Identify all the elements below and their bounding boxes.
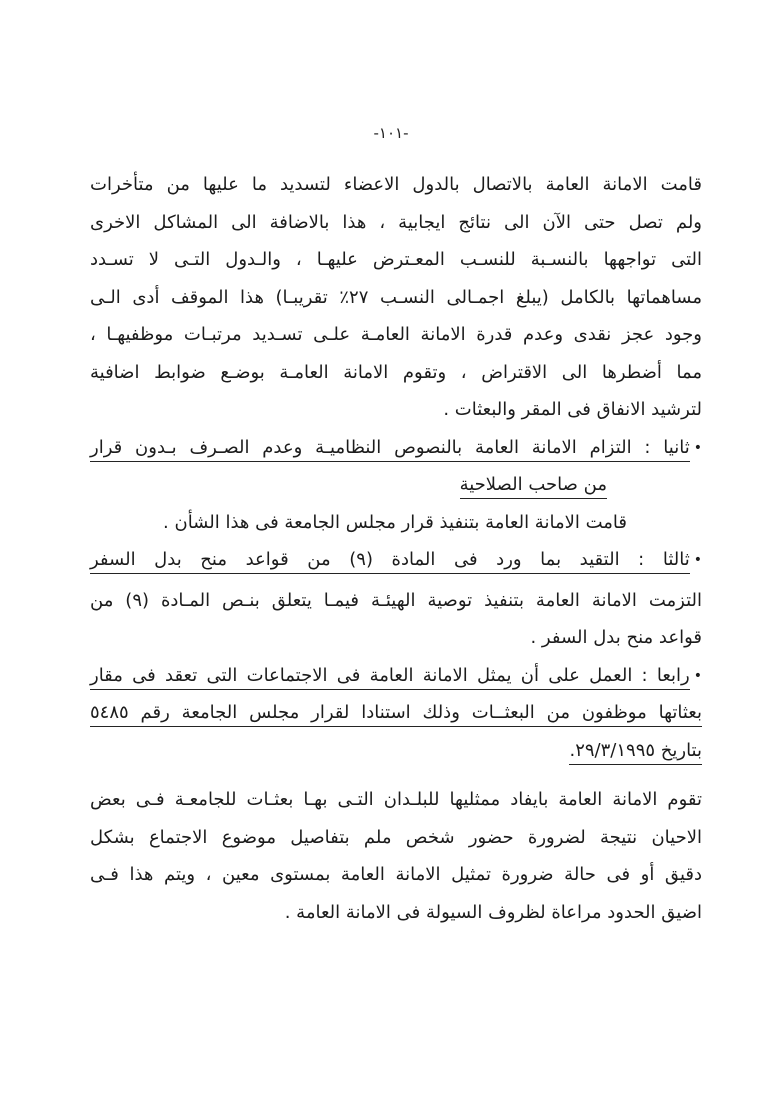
item-fourth-text: بتاريخ ٢٩/٣/١٩٩٥. (569, 740, 702, 765)
paragraph-arrears-text: لترشيد الانفاق فى المقر والبعثات . (443, 399, 702, 420)
paragraph-delegation-text: دقيق أو فى حالة ضرورة تمثيل الامانة العامة بمستوى معين ، ويتم هذا فـى (90, 864, 702, 885)
paragraph-third-reply-text: قواعد منح بدل السفر . (530, 627, 702, 648)
paragraph-arrears-text: مما أضطرها الى الاقتراض ، وتقوم الامانة العامـة بوضـع ضوابط اضافية (90, 361, 702, 383)
paragraph-delegation-text: الاحيان نتيجة لضرورة حضور شخص ملم بتفاصيل موضوع الاجتماع بشكل (90, 826, 702, 848)
paragraph-arrears-text: التى تواجهها بالنسـبة للنسـب المعـترض عليهـا ، والـدول التـى لا تسـدد (90, 249, 702, 270)
paragraph-third-reply-text: التزمت الامانة العامة بتنفيذ توصية الهيئـة فيمـا يتعلق بنـص المـادة (٩) من (90, 589, 702, 611)
paragraph-delegation-line-3 (90, 856, 702, 894)
paragraph-third-reply-line-1 (90, 582, 702, 620)
item-fourth-line-3 (90, 732, 702, 770)
paragraph-arrears-line-4 (90, 279, 702, 317)
paragraph-arrears-line-6 (90, 354, 702, 392)
paragraph-arrears-line-7 (90, 391, 702, 429)
paragraph-arrears-line-3 (90, 241, 702, 279)
paragraph-arrears-text: ولم تصل حتى الآن الى نتائج ايجابية ، هذا بالاضافة الى المشاكل الاخرى (90, 211, 702, 233)
item-fourth-line-2 (90, 694, 702, 732)
paragraph-delegation-line-1 (90, 781, 702, 819)
bullet-icon: • (693, 439, 702, 456)
paragraph-arrears-text: قامت الامانة العامة بالاتصال بالدول الاعضاء لتسديد ما عليها من متأخرات (90, 174, 702, 195)
item-second-text: ثانيا : التزام الامانة العامة بالنصوص النظاميـة وعدم الصـرف بـدون قرار (90, 437, 690, 462)
item-second-line-2 (90, 466, 607, 504)
item-second-line-1 (90, 429, 702, 467)
paragraph-second-reply-line-1 (90, 504, 627, 542)
item-fourth-text: بعثاتها موظفون من البعثــات وذلك استنادا لقرار مجلس الجامعة رقم ٥٤٨٥ (90, 702, 702, 727)
paragraph-arrears-text: مساهماتها بالكامل (يبلغ اجمـالى النسـب ٢٧٪ تقريبـا) هذا الموقف أدى الـى (90, 286, 702, 308)
document-body (90, 166, 702, 931)
item-third-text: ثالثا : التقيد بما ورد فى المادة (٩) من قواعد منح بدل السفر (90, 549, 690, 574)
paragraph-delegation-text: اضيق الحدود مراعاة لظروف السيولة فى الامانة العامة . (284, 901, 702, 923)
page-number: -١٠١- (373, 124, 409, 142)
paragraph-third-reply-line-2 (90, 619, 702, 657)
paragraph-arrears-line-5 (90, 316, 702, 354)
bullet-icon: • (693, 552, 702, 568)
paragraph-arrears-text: وجود عجز نقدى وعدم قدرة الامانة العامـة علـى تسـديد مرتبـات موظفيهـا ، (90, 324, 702, 345)
item-fourth-text: رابعا : العمل على أن يمثل الامانة العامة فى الاجتماعات التى تعقد فى مقار (90, 665, 690, 690)
paragraph-arrears-line-1 (90, 166, 702, 204)
bullet-icon: • (693, 667, 702, 684)
item-third-line-1 (90, 541, 702, 579)
paragraph-delegation-line-4 (90, 894, 702, 932)
paragraph-second-reply-text: قامت الامانة العامة بتنفيذ قرار مجلس الجامعة فى هذا الشأن . (163, 511, 627, 533)
paragraph-delegation-line-2 (90, 819, 702, 857)
item-second-text: من صاحب الصلاحية (460, 474, 607, 499)
paragraph-arrears-line-2 (90, 204, 702, 242)
paragraph-delegation-text: تقوم الامانة العامة بايفاد ممثليها للبلـدان التـى بهـا بعثـات للجامعـة فـى بعض (90, 789, 702, 810)
item-fourth-line-1 (90, 657, 702, 695)
